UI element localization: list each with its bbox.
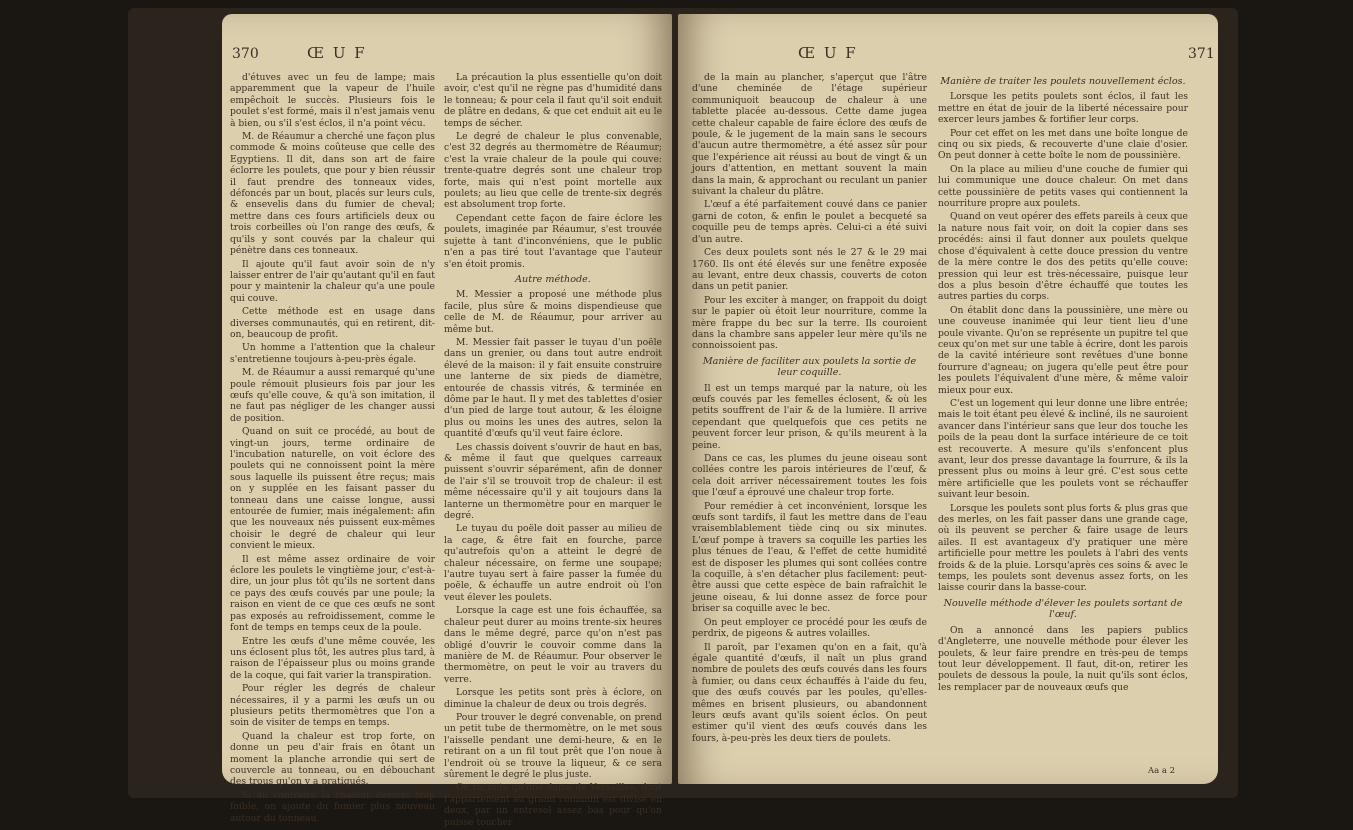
paragraph: Si au contraire la chaleur devient trop foible, on ajoute du fumier plus nouveau autour du tonneau.: [230, 789, 435, 824]
paragraph: Il est un temps marqué par la nature, où les œufs couvés par les femelles éclosent, & où les petits souffrent de l'air & de la lumière. Il arrive cependant que quelquefois que ces petits ne peuvent forcer leur prison, & qu'ils meurent à la peine.: [692, 382, 927, 451]
paragraph: Cette méthode est en usage dans diverses communautés, qui en retirent, dit-on, beaucoup de profit.: [230, 306, 435, 340]
paragraph: Cependant cette façon de faire éclore les poulets, imaginée par Réaumur, s'est trouvée sujette à tant d'inconvéniens, que le public n'en a pas tiré tout l'avantage que l'auteur s'en étoit promis.: [444, 212, 662, 270]
paragraph: Le degré de chaleur le plus convenable, c'est 32 degrés au thermomètre de Réaumur; c'est la vraie chaleur de la poule qui couve: trente-quatre degrés sont une chaleur trop forte, mais qui n'est point mortelle aux poulets; au lieu que celle de trente-six degrés est absolument trop forte.: [444, 131, 662, 211]
paragraph: Quand la chaleur est trop forte, on donne un peu d'air frais en ôtant un moment la planche arrondie qui sert de couvercle au tonneau, ou en débouchant des trous qu'on y a pratiqués.: [230, 730, 435, 788]
paragraph: Les chassis doivent s'ouvrir de haut en bas, & même il faut que quelques carreaux puissent s'ouvrir séparément, afin de donner de l'air s'il se trouvoit trop de chaleur: il est même nécessaire qu'il y ait toujours dans la lanterne un thermomètre pour en marquer le degré.: [444, 441, 662, 522]
paragraph: Lorsque la cage est une fois échauffée, sa chaleur peut durer au moins trente-six heures dans le même degré, parce qu'on n'est pas obligé d'ouvrir le couvoir comme dans la manière de M. de Réaumur. Pour observer le thermomètre, on peut le voir au travers du verre.: [444, 605, 662, 685]
section-heading: Manière de traiter les poulets nouvellement éclos.: [940, 76, 1186, 87]
paragraph: Pour cet effet on les met dans une boîte longue de cinq ou six pieds, & recouverte d'une claie d'osier. On peut donner à cette boîte le nom de poussinière.: [938, 127, 1188, 162]
right-column-1: [692, 72, 927, 746]
paragraph: Le tuyau du poële doit passer au milieu de la cage, & être fait en fourche, parce qu'autrefois qu'on a atteint le degré de chaleur nécessaire, on ferme une soupape; l'autre tuyau sert à faire passer la fumée du poële, & échauffe un autre endroit où l'on veut élever les poulets.: [444, 523, 662, 603]
paragraph: Pour régler les degrés de chaleur nécessaires, il y a parmi les œufs un ou plusieurs petits thermomètres que l'on a soin de visiter de temps en temps.: [230, 683, 435, 729]
paragraph: Ces deux poulets sont nés le 27 & le 29 mai 1760. Ils ont été élevés sur une fenêtre exposée au levant, entre deux chassis, couverts de coton dans un petit panier.: [692, 247, 927, 293]
paragraph: On raconte qu'une dame de Versailles, dont l'appartement au grand commun est divisé en deux, par un entresol assez bas pour qu'on puisse toucher: [444, 782, 662, 828]
paragraph: Quand on suit ce procédé, au bout de vingt-un jours, terme ordinaire de l'incubation naturelle, on voit éclore des poulets qui ne connoissent point la mère sous laquelle ils puissent être reçus; mais on y supplée en les faisant passer du tonneau dans une caisse longue, aussi entourée de fumier, mais inégalement: afin que les nouveaux nés puissent eux-mêmes choisir le degré de chaleur qui leur convient le mieux.: [230, 426, 435, 552]
paragraph: Pour remédier à cet inconvénient, lorsque les œufs sont tardifs, il faut les mettre dans de l'eau vraisemblablement tiède cinq ou six minutes. L'œuf pompe à travers sa coquille les parties les plus ténues de l'eau, & l'effet de cette humidité est de disposer les plumes qui sont collées contre la coquille, à s'en détacher plus facilement: peut-être aussi que cette espèce de bain rafraîchit le jeune oiseau, & lui donne assez de force pour briser sa coquille avec le bec.: [692, 500, 927, 615]
running-head-right: Œ U F: [798, 44, 858, 62]
paragraph: Lorsque les petits sont près à éclore, on diminue la chaleur de deux ou trois degrés.: [444, 687, 662, 710]
paragraph: On la place au milieu d'une couche de fumier qui lui communique une douce chaleur. On met dans cette poussinière de petits vases qui contiennent la nourriture propre aux poulets.: [938, 163, 1188, 210]
paragraph: Il paroît, par l'examen qu'on en a fait, qu'à égale quantité d'œufs, il naît un plus grand nombre de poulets des œufs couvés dans les fours à fumier, ou dans ceux échauffés à l'aide du feu, que des œufs couvés par les poules, qu'elles-mêmes en brisent plusieurs, ou abandonnent leurs œufs avant qu'ils soient éclos. On peut estimer qu'il vient des œufs couvés dans les fours, à-peu-près les deux tiers de poulets.: [692, 641, 927, 744]
section-heading: Autre méthode.: [515, 273, 591, 285]
paragraph: Lorsque les petits poulets sont éclos, il faut les mettre en état de jouir de la liberté nécessaire pour exercer leurs jambes & fortifier leur corps.: [938, 91, 1188, 126]
page-number-left: 370: [232, 46, 259, 62]
paragraph: Entre les œufs d'une même couvée, les uns éclosent plus tôt, les autres plus tard, à raison de l'épaisseur plus ou moins grande de la coque, qui fait varier la transpiration.: [230, 635, 435, 681]
paragraph: M. Messier a proposé une méthode plus facile, plus sûre & moins dispendieuse que celle de M. de Réaumur, pour arriver au même but.: [444, 289, 662, 335]
right-page: [678, 14, 1218, 784]
paragraph: C'est un logement qui leur donne une libre entrée; mais le toit étant peu élevé & incliné, ils ne sauroient avancer dans l'intérieur sans que leur dos touche les poils de la peau dont la surface intérieure de ce toit est recouverte. A mesure qu'ils s'enfoncent plus avant, leur dos presse davantage la fourrure, & ils la pressent plus ou moins à leur gré. C'est sous cette mère artificielle que les poulets vont se réchauffer suivant leur besoin.: [938, 397, 1188, 501]
paragraph: M. Messier fait passer le tuyau d'un poële dans un grenier, ou dans tout autre endroit élevé de la maison: il y fait ensuite construire une lanterne de six pieds de diamètre, entourée de chassis vitrés, & terminée en dôme par le haut. Il y met des tablettes d'osier d'un pied de large tout autour, & les éloigne plus ou moins les unes des autres, selon la quantité d'œufs qu'il veut faire éclore.: [444, 336, 662, 440]
paragraph: Un homme a l'attention que la chaleur s'entretienne toujours à-peu-près égale.: [230, 342, 435, 365]
paragraph: de la main au plancher, s'aperçut que l'âtre d'une cheminée de l'étage supérieur communiquoit beaucoup de chaleur à une tablette placée au-dessous. Cette dame jugea cette chaleur capable de faire éclore des œufs de poule, & le jugement de la main sans le secours d'aucun autre thermomètre, a été assez sûr pour que l'expérience ait réussi au bout de vingt & un jours d'attention, en mettant souvent la main dans la main, & approchant ou reculant un panier suivant la chaleur du plâtre.: [692, 72, 927, 198]
paragraph: La précaution la plus essentielle qu'on doit avoir, c'est qu'il ne règne pas d'humidité dans le tonneau; & pour cela il faut qu'il soit enduit de plâtre en dedans, & que cet enduit ait eu le temps de sécher.: [444, 72, 662, 129]
left-column-2: [444, 72, 662, 830]
section-heading: Nouvelle méthode d'élever les poulets sortant de l'œuf.: [943, 597, 1183, 621]
paragraph: Pour trouver le degré convenable, on prend un petit tube de thermomètre, on le met sous l'aisselle pendant une demi-heure, & en le retirant on a un fil tout prêt que l'on noue à l'endroit où se trouve la liqueur, & ce sera sûrement le degré le plus juste.: [444, 711, 662, 780]
paragraph: M. de Réaumur a cherché une façon plus commode & moins coûteuse que celle des Egyptiens. Il dit, dans son art de faire éclorre les poulets, que pour y bien réussir il faut prendre des tonneaux vides, défoncés par un bout, placés sur leurs culs, & ensevelis dans du fumier de cheval; mettre dans ces fours artificiels deux ou trois corbeilles où l'on range des œufs, & qu'ils y sont couvés par la chaleur qui pénètre dans ces tonneaux.: [230, 131, 435, 257]
paragraph: Dans ce cas, les plumes du jeune oiseau sont collées contre les parois intérieures de l'œuf, & cela doit arriver nécessairement toutes les fois que l'œuf a éprouvé une chaleur trop forte.: [692, 453, 927, 499]
paragraph: On a annoncé dans les papiers publics d'Angleterre, une nouvelle méthode pour élever les poulets, & leur faire prendre en très-peu de temps tout leur développement. Il faut, dit-on, retirer les poulets de dessous la poule, la nuit qu'ils sont éclos, les remplacer par de nouveaux œufs que: [938, 624, 1188, 693]
right-column-2: [938, 72, 1188, 695]
running-head-left: Œ U F: [307, 44, 367, 62]
paragraph: M. de Réaumur a aussi remarqué qu'une poule rémouit plusieurs fois par jour les œufs qu'elle couve, & qu'à son imitation, il ne faut pas négliger de les changer aussi de position.: [230, 367, 435, 424]
section-heading: Manière de faciliter aux poulets la sortie de leur coquille.: [702, 355, 917, 379]
signature-mark: Aa a 2: [1148, 766, 1176, 776]
page-number-right: 371: [1188, 46, 1215, 62]
paragraph: L'œuf a été parfaitement couvé dans ce panier garni de coton, & enfin le poulet a becqueté sa coquille peu de temps après. Celui-ci a été suivi d'un autre.: [692, 199, 927, 245]
paragraph: Lorsque les poulets sont plus forts & plus gras que des merles, on les fait passer dans une grande cage, où ils peuvent se percher & faire usage de leurs ailes. Il est avantageux d'y pratiquer une mère artificielle pour mettre les poulets à l'abri des vents froids & de la pluie. Lorsqu'après ces soins & avec le temps, les poulets sont devenus assez forts, on les laisse courir dans la basse-cour.: [938, 502, 1188, 594]
paragraph: Il ajoute qu'il faut avoir soin de n'y laisser entrer de l'air qu'autant qu'il en faut pour y maintenir la chaleur qu'a une poule qui couve.: [230, 258, 435, 304]
paragraph: On établit donc dans la poussinière, une mère ou une couveuse inanimée qui leur tient lieu d'une poule vivante. Qu'on se représente un pupitre tel que ceux qu'on met sur une table à écrire, dont les parois de la cavité intérieure sont revêtues d'une bonne fourrure d'agneau; on jugera qu'elle peut être pour les poulets l'équivalent d'une mère, & même valoir mieux pour eux.: [938, 304, 1188, 396]
left-page: [222, 14, 672, 828]
paragraph: d'étuves avec un feu de lampe; mais apparemment que la vapeur de l'huile empêchoit le succès. Plusieurs fois le poulet s'est formé, mais il n'est jamais venu à bien, ou s'il s'est éclos, il n'a point vécu.: [230, 72, 435, 129]
left-column-1: [230, 72, 435, 826]
paragraph: On peut employer ce procédé pour les œufs de perdrix, de pigeons & autres volailles.: [692, 616, 927, 640]
paragraph: Il est même assez ordinaire de voir éclore les poulets le vingtième jour, c'est-à-dire, un jour plus tôt qu'ils ne sortent dans ce pays des œufs couvés par une poule; la raison en vient de ce que ces œufs ne sont pas exposés au refroidissement, comme le font de temps en temps ceux de la poule.: [230, 553, 435, 634]
paragraph: Pour les exciter à manger, on frappoit du doigt sur le papier où étoit leur nourriture, comme la mère frappe du bec sur la terre. Ils couroient dans la chambre sans appeler leur mère qu'ils ne connoissoient pas.: [692, 294, 927, 352]
paragraph: Quand on veut opérer des effets pareils à ceux que la nature nous fait voir, on doit la copier dans ses procédés: ainsi il faut donner aux poulets quelque chose d'équivalent à cette douce pression du ventre de la mère contre le dos des petits qu'elle couve: pression qui leur est très-nécessaire, puisque leur dos a plus besoin d'être échauffé que toutes les autres parties du corps.: [938, 211, 1188, 303]
